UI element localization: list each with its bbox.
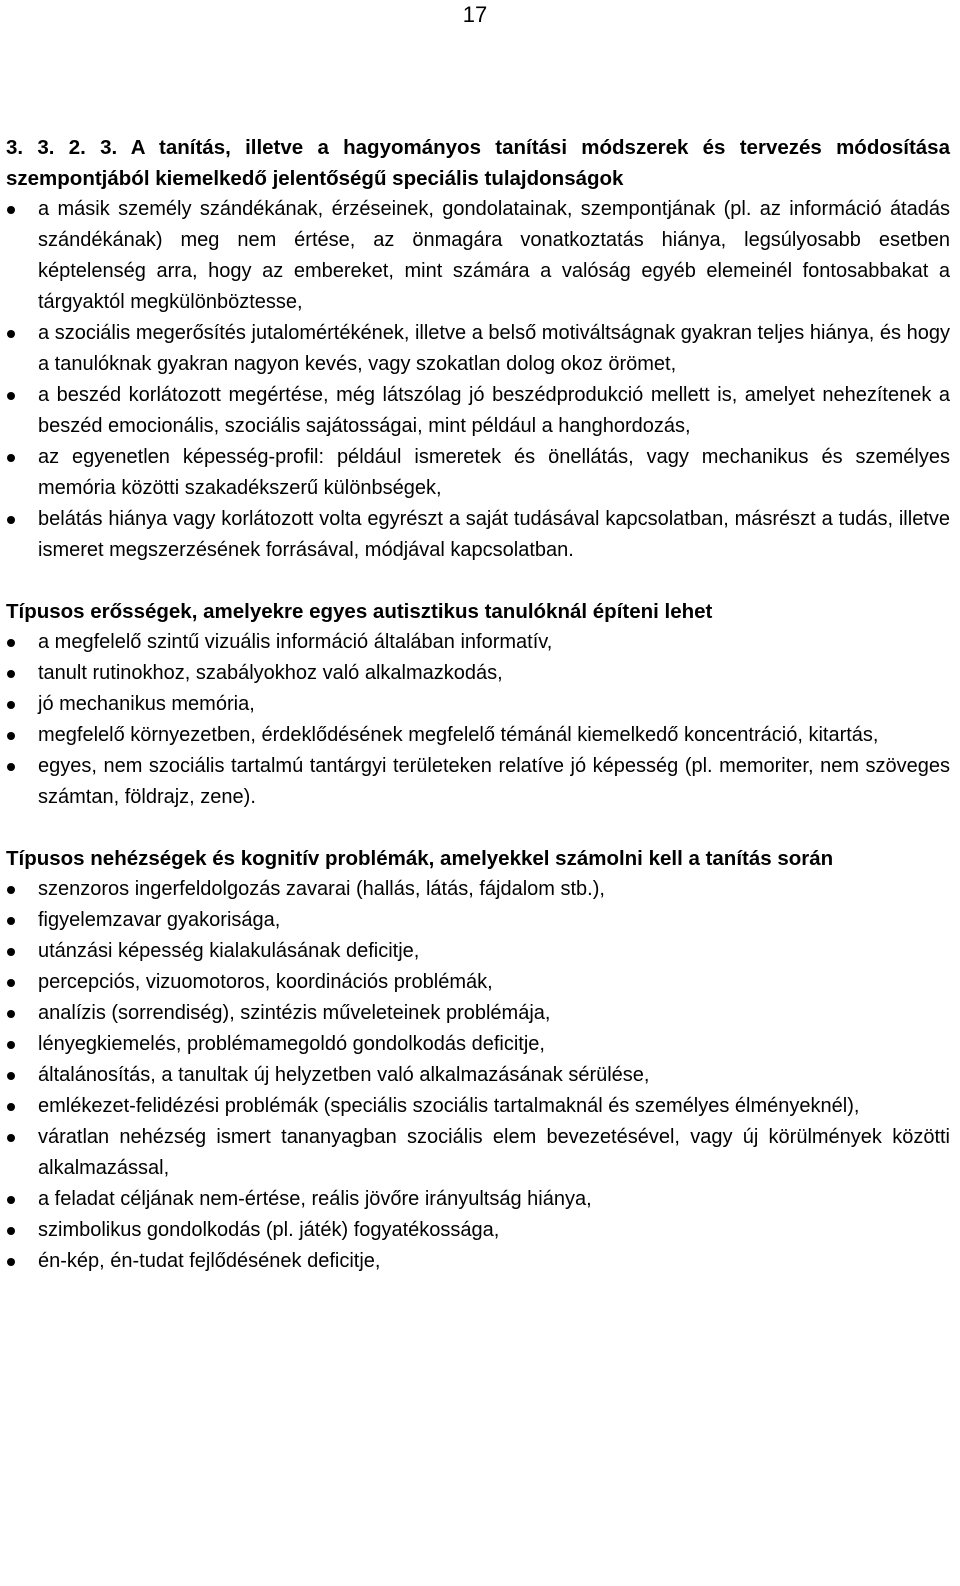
page-number: 17 [462, 2, 488, 27]
list-item: szimbolikus gondolkodás (pl. játék) fogyatékossága, [6, 1215, 950, 1246]
list-item: jó mechanikus memória, [6, 689, 950, 720]
list-item: analízis (sorrendiség), szintézis műveleteinek problémája, [6, 998, 950, 1029]
list-item: váratlan nehézség ismert tananyagban szociális elem bevezetésével, vagy új körülmények közötti alkalmazással, [6, 1122, 950, 1184]
list-item: lényegkiemelés, problémamegoldó gondolkodás deficitje, [6, 1029, 950, 1060]
list-item: szenzoros ingerfeldolgozás zavarai (hallás, látás, fájdalom stb.), [6, 874, 950, 905]
list-item: emlékezet-felidézési problémák (speciális szociális tartalmaknál és személyes élményeknél), [6, 1091, 950, 1122]
list-item: megfelelő környezetben, érdeklődésének megfelelő témánál kiemelkedő koncentráció, kitartás, [6, 720, 950, 751]
strengths-list [6, 627, 950, 813]
section-heading-special-properties: 3. 3. 2. 3. A tanítás, illetve a hagyományos tanítási módszerek és tervezés módosítása szempontjából kiemelkedő jelentőségű speciális tulajdonságok [6, 136, 950, 190]
list-item: tanult rutinokhoz, szabályokhoz való alkalmazkodás, [6, 658, 950, 689]
section-heading-strengths: Típusos erősségek, amelyekre egyes autisztikus tanulóknál építeni lehet [6, 600, 713, 623]
special-properties-list [6, 194, 950, 566]
list-item: a másik személy szándékának, érzéseinek, gondolatainak, szempontjának (pl. az információ átadás szándékának) meg nem értése, az önmagára vonatkoztatás hiánya, legsúlyosabb esetben képtelenség arra, hogy az embereket, mint számára a valóság egyéb elemeinél fontosabbakat a tárgyaktól megkülönböztesse, [6, 194, 950, 318]
section-heading-difficulties: Típusos nehézségek és kognitív problémák, amelyekkel számolni kell a tanítás során [6, 847, 834, 870]
list-item: én-kép, én-tudat fejlődésének deficitje, [6, 1246, 950, 1277]
list-item: a beszéd korlátozott megértése, még látszólag jó beszédprodukció mellett is, amelyet nehezítenek a beszéd emocionális, szociális sajátosságai, mint például a hanghordozás, [6, 380, 950, 442]
list-item: egyes, nem szociális tartalmú tantárgyi területeken relatíve jó képesség (pl. memoriter, nem szöveges számtan, földrajz, zene). [6, 751, 950, 813]
list-item: az egyenetlen képesség-profil: például ismeretek és önellátás, vagy mechanikus és személyes memória közötti szakadékszerű különbségek, [6, 442, 950, 504]
list-item: utánzási képesség kialakulásának deficitje, [6, 936, 950, 967]
list-item: a feladat céljának nem-értése, reális jövőre irányultság hiánya, [6, 1184, 950, 1215]
list-item: a megfelelő szintű vizuális információ általában informatív, [6, 627, 950, 658]
document-body [6, 132, 950, 1277]
list-item: belátás hiánya vagy korlátozott volta egyrészt a saját tudásával kapcsolatban, másrészt a tudás, illetve ismeret megszerzésének forrásával, módjával kapcsolatban. [6, 504, 950, 566]
list-item: figyelemzavar gyakorisága, [6, 905, 950, 936]
list-item: általánosítás, a tanultak új helyzetben való alkalmazásának sérülése, [6, 1060, 950, 1091]
list-item: a szociális megerősítés jutalomértékének, illetve a belső motiváltságnak gyakran teljes hiánya, és hogy a tanulóknak gyakran nagyon kevés, vagy szokatlan dolog okoz örömet, [6, 318, 950, 380]
difficulties-list [6, 874, 950, 1277]
list-item: percepciós, vizuomotoros, koordinációs problémák, [6, 967, 950, 998]
